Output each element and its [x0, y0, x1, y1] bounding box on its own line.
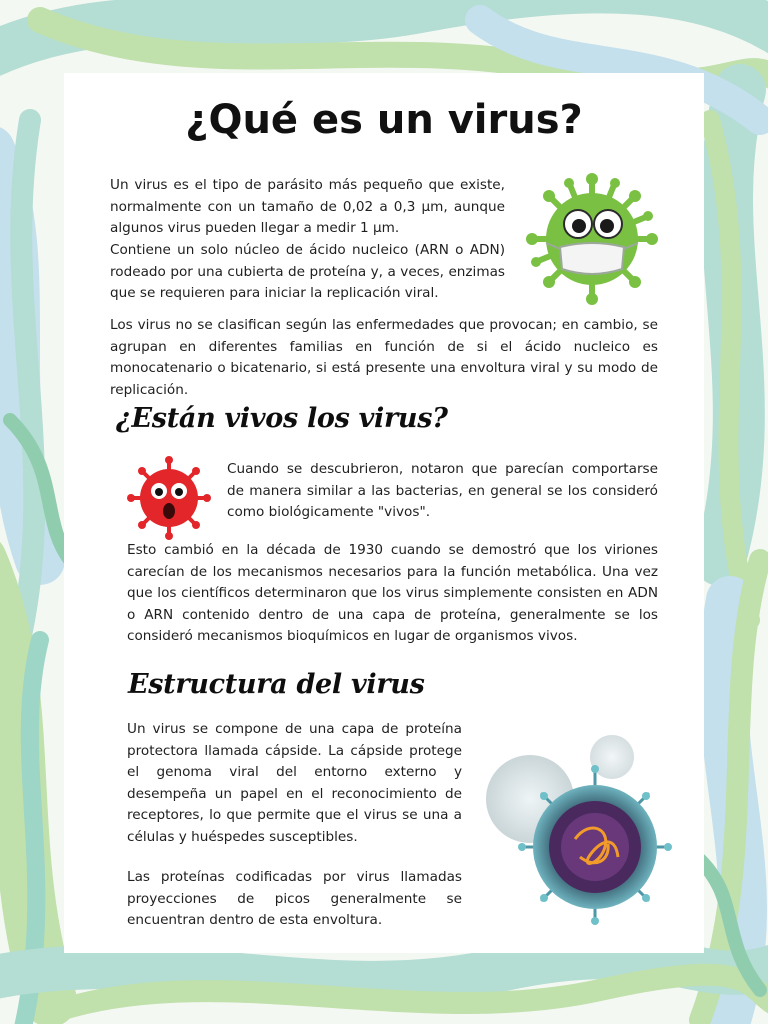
alive-paragraph-1: Cuando se descubrieron, notaron que parecían comportarse de manera similar a las bacterias, en general se los consideró como biológicamente "vivos". [227, 461, 658, 520]
content-card [64, 73, 704, 953]
intro-paragraph-2: Contiene un solo núcleo de ácido nucleico (ARN o ADN) rodeado por una cubierta de proteína y, a veces, enzimas que se requieren para iniciar la replicación viral. [110, 242, 505, 301]
red-shocked-virus-icon [126, 455, 212, 541]
structure-paragraph-1: Un virus se compone de una capa de proteína protectora llamada cápside. La cápside protege el genoma viral del entorno externo y desempeña un papel en el reconocimiento de receptores, lo que permite que el virus se una a células y huéspedes susceptibles. [127, 721, 462, 845]
intro-paragraph-3: Los virus no se clasifican según las enfermedades que provocan; en cambio, se agrupan en diferentes familias en función de si el ácido nucleico es monocatenario o bicatenario, si está presente una envoltura viral y su modo de replicación. [110, 317, 658, 398]
heading-structure: Estructura del virus [128, 669, 425, 700]
alive-paragraph-2: Esto cambió en la década de 1930 cuando se demostró que los viriones carecían de los mecanismos necesarios para la función metabólica. Una vez que los científicos determinaron que los virus simplemente consisten en ADN o ARN contenido dentro de una capa de proteína, generalmente se los consideró mecanismos bioquímicos en lugar de organismos vivos. [127, 542, 658, 644]
page-title: ¿Qué es un virus? [185, 97, 583, 143]
virus-cross-section-illustration [480, 729, 676, 929]
heading-alive: ¿Están vivos los virus? [116, 403, 448, 434]
green-masked-virus-icon [522, 169, 662, 309]
structure-paragraph-2: Las proteínas codificadas por virus llamadas proyecciones de picos generalmente se encuentran dentro de esta envoltura. [127, 869, 462, 928]
intro-paragraph-1: Un virus es el tipo de parásito más pequeño que existe, normalmente con un tamaño de 0,02 a 0,3 µm, aunque algunos virus pueden llegar a medir 1 µm. [110, 177, 505, 236]
